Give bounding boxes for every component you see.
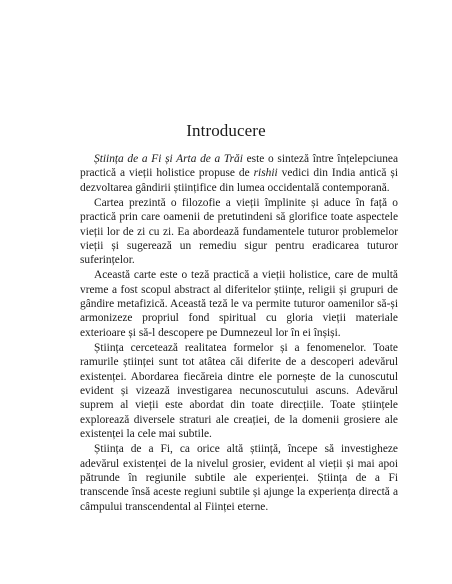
paragraph-3-text: Această carte este o teză practică a vieții holistice, care de multă vreme a fost scopul abstract al diferitelor științe, religii și grupuri de gândire metafizică. Această teză le va permite tuturor oamenilor să-și armonizeze propriul fond spiritual cu gloria vieții materiale exterioare și să-l descopere pe Dumnezeul lor în ei înșiși. bbox=[80, 269, 398, 339]
paragraph-5-text: Știința de a Fi, ca orice altă știință, începe să investigheze adevărul existenței de la nivelul grosier, evident al vieții și mai apoi pătrunde în regiunile subtile ale experienței. Știința de a Fi transcende însă aceste regiuni subtile și ajunge la experiența directă a câmpului transcendental al Ființei eterne. bbox=[80, 443, 398, 513]
chapter-body bbox=[80, 152, 398, 514]
paragraph-3 bbox=[80, 268, 398, 340]
rishii-italic: rishii bbox=[253, 167, 278, 180]
chapter-title: Introducere bbox=[186, 121, 266, 140]
book-title-italic: Știința de a Fi și Arta de a Trăi bbox=[94, 153, 243, 165]
paragraph-4 bbox=[80, 341, 398, 442]
paragraph-4-text: Știința cercetează realitatea formelor și a fenomenelor. Toate ramurile științei sunt tot atâtea căi diferite de a descoperi adevărul existenței. Abordarea fiecăreia dintre ele pornește de la cunoscutul evident și vizează investigarea necunoscutului ascuns. Adevărul suprem al vieții este abordat din toate direcțiile. Toate științele explorează diversele straturi ale creației, de la domenii grosiere ale existenței la cele mai subtile. bbox=[80, 341, 398, 441]
paragraph-1-text-b: vedici din India antică și dezvoltarea gândirii științifice din lumea occidentală contemporană. bbox=[80, 167, 398, 194]
paragraph-5 bbox=[80, 442, 398, 514]
paragraph-2 bbox=[80, 196, 398, 268]
paragraph-2-text: Cartea prezintă o filozofie a vieții împlinite și aduce în față o practică prin care oamenii de pretutindeni să glorifice toate aspectele vieții lor de zi cu zi. Ea abordează fundamentele tuturor problemelor vieții și sugerează un remediu sigur pentru eradicarea tuturor suferințelor. bbox=[80, 196, 398, 267]
paragraph-1-text-a: este o sinteză între înțelepciunea practică a vieții holistice propuse de bbox=[80, 153, 399, 180]
paragraph-1 bbox=[80, 152, 398, 195]
